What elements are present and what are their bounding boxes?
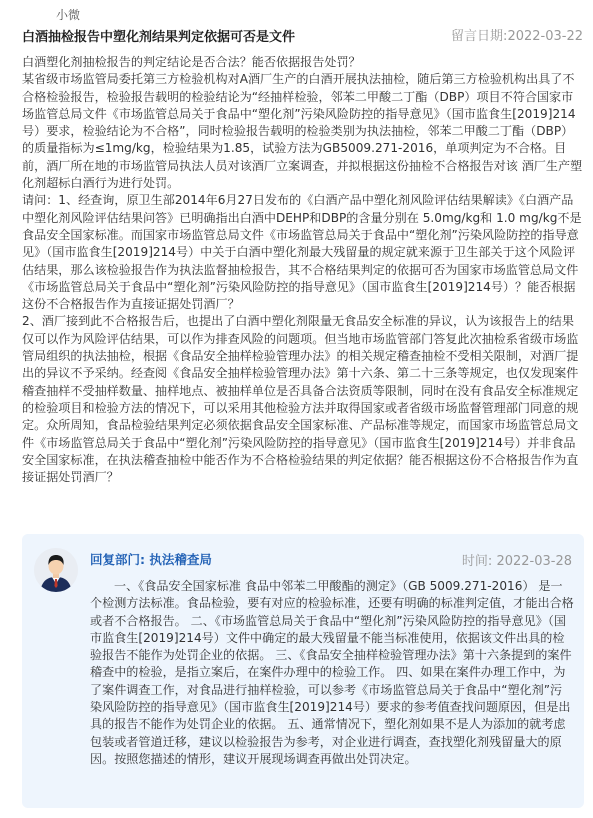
reply-time xyxy=(462,550,572,569)
question-body xyxy=(22,54,584,486)
reply-department-name: 执法稽查局 xyxy=(149,552,212,567)
official-avatar-icon xyxy=(34,548,78,592)
question-paragraph: 白酒塑化剂抽检报告的判定结论是否合法？能否依据报告处罚？ xyxy=(22,55,361,69)
question-paragraph: 某省级市场监管局委托第三方检验机构对A酒厂生产的白酒开展执法抽检，随后第三方检验机构出具了不合格检验报告，检验报告载明的检验结论为“经抽样检验，邻苯二甲酸二丁酯（DBP）项目不符合国家市场监管总局文件《市场监管总局关于食品中“塑化剂”污染风险防控的指导意见》（国市监食生[2019]214号）要求，检验结论为不合格”，同时检验报告载明的检验类别为执法抽检，邻苯二甲酸二丁酯（DBP）的质量指标为≤1mg/kg，检验结果为1.85，试验方法为GB5009.271-2016，单项判定为不合格。目前，酒厂所在地的市场监管局执法人员对该酒厂立案调查，并拟根据这份抽检不合格报告对该 酒厂生产塑化剂超标白酒行为进行处罚。 xyxy=(22,72,583,191)
reply-text: 一、《食品安全国家标准 食品中邻苯二甲酸酯的测定》（GB 5009.271-2016） 是一个检测方法标准。食品检验，要有对应的检验标准，还要有明确的标准判定值，才能出合格或者不合格报告。 二、《市场监管总局关于食品中“塑化剂”污染风险防控的指导意见》（国市监食生[2019]214号）文件中确定的最大残留量不能当标准使用，依据该文件出具的检验报告不能作为处罚企业的依据。 三、《食品安全抽样检验管理办法》第十六条提到的案件稽查中的检验，是指立案后，在案件办理中的检验工作。 四、如果在案件办理工作中，为了案件调查工作，对食品进行抽样检验，可以参考《市场监管总局关于食品中“塑化剂”污染风险防控的指导意见》（国市监食生[2019]214号）要求的参考值查找问题原因，但是出具的报告不能作为处罚企业的依据。 五、通常情况下，塑化剂如果不是人为添加的就考虑包装或者管道迁移，建议以检验报告为参考，对企业进行调查，查找塑化剂残留量大的原因。按照您描述的情形，建议开展现场调查再做出处罚决定。 xyxy=(90,579,574,766)
question-paragraph: 2、酒厂接到此不合格报告后，也提出了白酒中塑化剂限量无食品安全标准的异议，认为该报告上的结果仅可以作为风险评估结果，可以作为排查风险的问题项。但当地市场监管部门答复此次抽检系省级市场监管局组织的执法抽检，根据《食品安全抽样检验管理办法》的相关规定稽查抽检不受相关限制，对酒厂提出的异议不予采纳。经查阅《食品安全抽样检验管理办法》第十六条、第二十三条等规定，也仅发现案件稽查抽样不受抽样数量、抽样地点、被抽样单位是否具备合法资质等限制，同时在没有食品安全标准规定的检验项目和检验方法的情况下，可以采用其他检验方法并取得国家或者省级市场监督管理部门同意的规定。众所周知，食品检验结果判定必须依据食品安全国家标准、产品标准等规定，而国家市场监管总局文件《市场监管总局关于食品中“塑化剂”污染风险防控的指导意见》（国市监食生[2019]214号）并非食品安全国家标准，在执法稽查抽检中能否作为不合格检验结果的判定依据？能否根据这份不合格报告作为直接证据处罚酒厂？ xyxy=(22,314,579,485)
message-date xyxy=(451,25,583,44)
poster-name: 小微 xyxy=(56,8,81,22)
reply-department-label: 回复部门: xyxy=(90,552,145,567)
reply-department xyxy=(90,550,212,568)
reply-time-value: 2022-03-28 xyxy=(496,554,572,569)
reply-time-label: 时间: xyxy=(461,554,493,569)
message-title: 白酒抽检报告中塑化剂结果判定依据可否是文件 xyxy=(22,30,296,45)
reply-box xyxy=(22,534,584,808)
message-date-value: 2022-03-22 xyxy=(507,29,583,44)
question-paragraph: 请问：1、经查询，原卫生部2014年6月27日发布的《白酒产品中塑化剂风险评估结果解读》《白酒产品中塑化剂风险评估结果问答》已明确指出白酒中DEHP和DBP的含量分别在 5.0mg/kg和 1.0 mg/kg不是食品安全国家标准。而国家市场监管总局文件《市场监管总局关于食品中“塑化剂”污染风险防控的指导意见》（国市监食生[2019]214号）中关于白酒中塑化剂最大残留量的规定就来源于卫生部关于这个风险评估结果，那么该检验报告作为执法监督抽检报告，其不合格结果判定的依据可否为国家市场监管总局文件《市场监管总局关于食品中“塑化剂”污染风险防控的指导意见》（国市监食生[2019]214号）？能否根据这份不合格报告作为直接证据处罚酒厂？ xyxy=(22,193,582,312)
message-date-label: 留言日期: xyxy=(451,29,508,44)
